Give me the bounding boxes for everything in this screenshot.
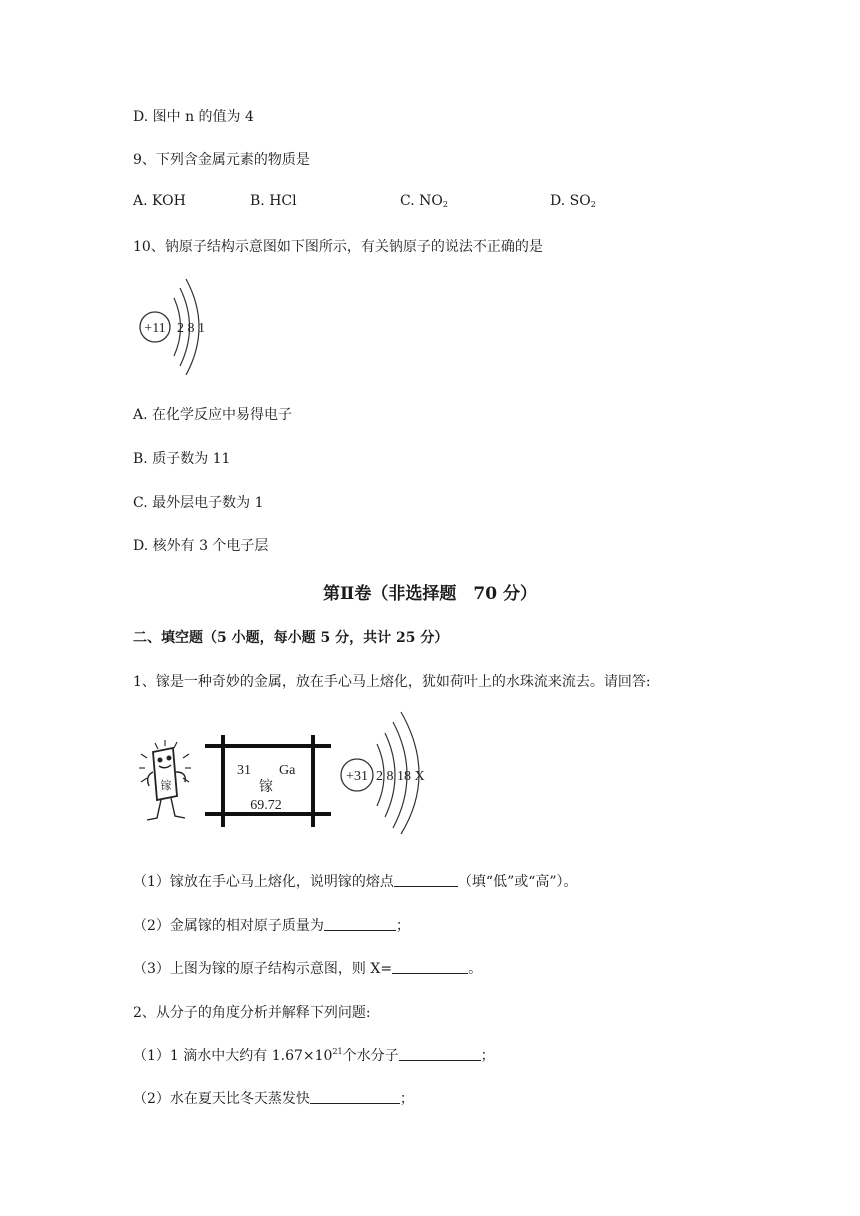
q8-option-d: D. 图中 n 的值为 4 [133, 109, 254, 125]
fill-q1-sub3-prefix: （3）上图为镓的原子结构示意图，则 X= [133, 961, 393, 977]
fill-q1-stem: 1、镓是一种奇妙的金属，放在手心马上熔化，犹如荷叶上的水珠流来流去。请回答: [133, 674, 651, 690]
cartoon-mouth [159, 765, 171, 768]
gallium-figure [133, 710, 443, 835]
sodium-nucleus-label: +11 [144, 321, 166, 336]
fill-q2-sub1-exponent: 21 [332, 1047, 343, 1056]
tile-atomic-number: 31 [237, 763, 251, 778]
fill-q1-sub1-blank[interactable] [394, 874, 458, 887]
q9-option-b: B. HCl [250, 193, 297, 209]
q9-stem: 9、下列含金属元素的物质是 [133, 152, 310, 168]
fill-q1-sub1-prefix: （1）镓放在手心马上熔化，说明镓的熔点 [133, 874, 394, 890]
fill-q2-sub2-prefix: （2）水在夏天比冬天蒸发快 [133, 1091, 310, 1107]
cartoon-label: 镓 [160, 780, 172, 792]
fill-q1-sub3-blank[interactable] [392, 961, 468, 974]
fill-q2-sub1-prefix: （1）1 滴水中大约有 1.67×10 [133, 1048, 333, 1064]
q9-option-c [400, 193, 448, 209]
fill-q2-sub2-suffix: ； [399, 1091, 414, 1107]
sodium-shell-electrons: 2 8 1 [177, 321, 205, 336]
part-two-title: 第Ⅱ卷（非选择题 70 分） [323, 584, 537, 604]
tile-element-name: 镓 [259, 780, 273, 795]
tile-symbol: Ga [279, 763, 296, 778]
fill-q1-sub1 [133, 871, 578, 891]
fill-q1-sub2-suffix: ； [395, 918, 410, 934]
fill-q2-sub1-blank[interactable] [399, 1048, 481, 1061]
fill-q1-sub3-suffix: 。 [468, 961, 483, 977]
q9-option-d-subscript: 2 [590, 200, 596, 209]
fill-q2-stem: 2、从分子的角度分析并解释下列问题: [133, 1005, 371, 1021]
q10-stem: 10、钠原子结构示意图如下图所示，有关钠原子的说法不正确的是 [133, 239, 543, 255]
q10-option-c: C. 最外层电子数为 1 [133, 495, 264, 511]
q9-option-d-text: D. SO [550, 193, 591, 209]
section-heading: 二、填空题（5 小题，每小题 5 分，共计 25 分） [133, 630, 449, 646]
gallium-shell-electrons: 2 8 18 X [376, 769, 425, 784]
q10-option-a: A. 在化学反应中易得电子 [133, 407, 293, 423]
q9-option-c-subscript: 2 [442, 200, 448, 209]
cartoon-arm-left [148, 772, 153, 786]
fill-q1-sub3 [133, 958, 482, 978]
cartoon-leg-right [171, 798, 185, 818]
q10-option-d: D. 核外有 3 个电子层 [133, 538, 269, 554]
sodium-atom-diagram [134, 276, 224, 384]
q9-option-c-text: C. NO [400, 193, 443, 209]
fill-q2-sub2 [133, 1088, 414, 1108]
cartoon-leg-left [147, 800, 161, 820]
tile-atomic-mass: 69.72 [250, 798, 282, 813]
gallium-nucleus-label: +31 [346, 769, 368, 784]
fill-q2-sub1-middle: 个水分子 [342, 1048, 399, 1064]
cartoon-sparkle-lines [139, 740, 191, 782]
fill-q1-sub2-prefix: （2）金属镓的相对原子质量为 [133, 918, 324, 934]
q9-option-a: A. KOH [133, 193, 186, 209]
fill-q1-sub2 [133, 915, 410, 935]
q9-option-d [550, 193, 596, 209]
fill-q2-sub1-suffix: ； [480, 1048, 495, 1064]
fill-q1-sub1-suffix: （填“低”或“高”）。 [457, 874, 578, 890]
q10-option-b: B. 质子数为 11 [133, 451, 231, 467]
cartoon-eye-left [158, 758, 162, 762]
fill-q2-sub1 [133, 1045, 495, 1065]
fill-q1-sub2-blank[interactable] [324, 918, 396, 931]
cartoon-arm-right [176, 772, 185, 782]
cartoon-eye-right [167, 756, 171, 760]
cartoon-body [153, 748, 177, 800]
fill-q2-sub2-blank[interactable] [310, 1091, 400, 1104]
